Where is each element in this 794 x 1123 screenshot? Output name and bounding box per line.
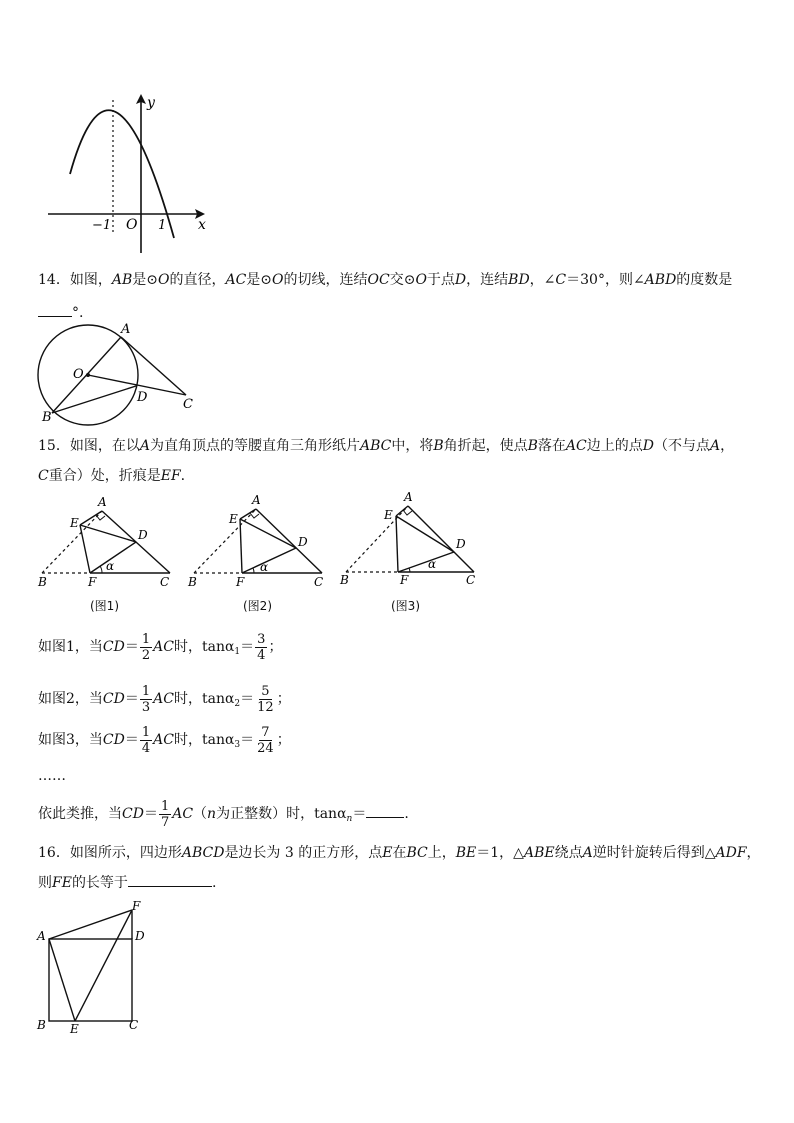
text: 重合）处，折痕是 — [48, 468, 161, 484]
text: ， — [746, 845, 761, 861]
text: AC — [565, 438, 587, 454]
text: °. — [72, 305, 84, 321]
fraction — [255, 684, 276, 715]
q16-label-B: B — [37, 1018, 46, 1032]
fig2-label-E: E — [229, 512, 238, 526]
text: 24 — [257, 740, 274, 756]
fig2-label-B: B — [188, 575, 197, 589]
text: BD — [508, 272, 530, 288]
text: 4 — [257, 647, 266, 663]
q14-label-A: A — [121, 322, 131, 337]
text: D — [454, 272, 467, 288]
q14-answer-line — [38, 302, 83, 323]
q15-figure-1 — [32, 494, 182, 590]
text: 为直角顶点的等腰直角三角形纸片 — [149, 438, 360, 454]
text: . — [180, 468, 186, 484]
text: CD — [122, 806, 144, 822]
fig3-label-F: F — [400, 573, 409, 587]
text: 上， — [427, 845, 456, 861]
text: OC — [367, 272, 390, 288]
text: ＝ — [124, 639, 139, 655]
q15-answer-blank[interactable] — [366, 803, 404, 818]
x-axis-label: x — [198, 217, 206, 233]
text: AB — [111, 272, 133, 288]
q16-text-line2 — [38, 872, 216, 893]
text: 的度数是 — [676, 272, 733, 288]
fig2-label-alpha: α — [260, 560, 269, 574]
text: 于点 — [426, 272, 455, 288]
text: 为正整数）时，tanα — [216, 806, 347, 822]
text: BC — [406, 845, 428, 861]
q16-text-line1 — [38, 843, 761, 863]
text: O — [272, 272, 284, 288]
text: 15．如图，在以 — [38, 438, 140, 454]
text: AC — [153, 732, 174, 748]
text: 如图3，当 — [38, 732, 103, 748]
text: A — [709, 438, 721, 454]
text: ，连结 — [466, 272, 509, 288]
text: ＝ — [124, 691, 139, 707]
text: 的长等于 — [71, 875, 128, 891]
text: 2 — [141, 647, 151, 663]
q14-answer-blank[interactable] — [38, 302, 72, 317]
text: 则 — [38, 875, 52, 891]
text: ； — [276, 691, 291, 707]
text: ＝1，△ — [476, 845, 524, 861]
q14-label-C: C — [183, 397, 193, 412]
fig2-label-C: C — [314, 575, 324, 589]
q16-label-D: D — [135, 929, 145, 943]
text: AC — [153, 639, 174, 655]
text: ＝ — [143, 806, 158, 822]
text: AC — [172, 806, 194, 822]
q15-case-1 — [38, 630, 282, 669]
text: O — [415, 272, 427, 288]
text: 是⊙ — [132, 272, 158, 288]
text: 依此类推，当 — [38, 806, 122, 822]
text: 3 — [234, 740, 241, 750]
text: 落在 — [537, 438, 566, 454]
fig2-label-A: A — [252, 493, 261, 507]
fig1-label-F: F — [88, 575, 97, 589]
text: 4 — [141, 740, 151, 756]
fig1-label-B: B — [38, 575, 47, 589]
text: E — [382, 845, 393, 861]
q15-general-case — [38, 796, 409, 837]
q15-case-2 — [38, 682, 291, 721]
fraction — [255, 632, 267, 663]
text: 如图1，当 — [38, 639, 103, 655]
text: 逆时针旋转后得到△ — [592, 845, 716, 861]
q14-circle-figure — [32, 322, 202, 424]
text: 是边长为 3 的正方形，点 — [224, 845, 383, 861]
text: 1 — [141, 683, 151, 699]
text: FE — [52, 875, 72, 891]
fraction — [140, 684, 152, 715]
text: ABCD — [181, 845, 225, 861]
text: ＝ — [124, 732, 139, 748]
q16-square-figure — [32, 898, 162, 1038]
fig3-label-C: C — [466, 573, 476, 587]
parabola-graph — [40, 90, 220, 250]
fig3-label-B: B — [340, 573, 349, 587]
q15-caption-1: (图1) — [90, 599, 119, 613]
text: 3 — [257, 631, 266, 647]
fig1-label-E: E — [70, 516, 79, 530]
fig2-label-F: F — [236, 575, 245, 589]
fraction — [140, 632, 152, 663]
text: B — [433, 438, 444, 454]
q14-number: 14． — [38, 272, 70, 288]
text: ABC — [359, 438, 392, 454]
q15-ellipsis: …… — [38, 768, 66, 784]
fig3-label-D: D — [456, 537, 466, 551]
fig2-label-D: D — [298, 535, 308, 549]
text: A — [582, 845, 593, 861]
text: 如图， — [69, 272, 112, 288]
text: CD — [102, 691, 125, 707]
text: 如图2，当 — [38, 691, 103, 707]
text: A — [139, 438, 150, 454]
text: 5 — [261, 683, 270, 699]
text: 的切线，连结 — [283, 272, 368, 288]
q16-label-C: C — [129, 1018, 139, 1032]
text: ABE — [523, 845, 555, 861]
fig3-label-E: E — [384, 508, 393, 522]
text: 16．如图所示，四边形 — [38, 845, 182, 861]
text: （ — [193, 806, 208, 822]
text: 交⊙ — [389, 272, 416, 288]
q15-figure-2 — [184, 492, 334, 590]
text: C — [555, 272, 567, 288]
q16-label-A: A — [37, 929, 46, 943]
text: 时，tanα — [173, 732, 235, 748]
q15-text-line2 — [38, 466, 185, 486]
fraction — [159, 799, 171, 830]
text: BE — [455, 845, 477, 861]
text: 1 — [141, 724, 151, 740]
fraction — [140, 725, 152, 756]
text: ADF — [715, 845, 747, 861]
text: EF — [160, 468, 181, 484]
text: 中，将 — [391, 438, 434, 454]
text: n — [207, 806, 217, 822]
text: . — [404, 806, 409, 822]
text: ＝30°，则∠ — [566, 272, 645, 288]
text: 时，tanα — [173, 691, 235, 707]
q14-label-D: D — [137, 390, 148, 405]
q15-caption-3: (图3) — [391, 599, 420, 613]
q15-text-line1 — [38, 436, 734, 456]
text: ， — [720, 438, 735, 454]
text: CD — [102, 732, 125, 748]
q14-label-B: B — [42, 410, 52, 425]
text: AC — [153, 691, 174, 707]
text: 1 — [234, 647, 241, 657]
fig1-label-A: A — [98, 495, 107, 509]
text: ABD — [644, 272, 677, 288]
text: 1 — [160, 798, 170, 814]
text: 在 — [392, 845, 407, 861]
text: ＝ — [240, 639, 255, 655]
tick-1-label: 1 — [158, 218, 167, 233]
text: （不与点 — [653, 438, 710, 454]
q14-text-line1 — [38, 270, 732, 290]
q14-label-O: O — [73, 367, 84, 382]
text: 1 — [141, 631, 151, 647]
q15-case-3 — [38, 723, 291, 762]
text: ＝ — [240, 691, 255, 707]
text: 是⊙ — [246, 272, 273, 288]
q16-answer-blank[interactable] — [128, 872, 212, 887]
text: AC — [225, 272, 247, 288]
text: D — [642, 438, 654, 454]
text: 的直径， — [169, 272, 226, 288]
origin-label: O — [126, 217, 138, 233]
fig1-label-D: D — [138, 528, 148, 542]
text: O — [157, 272, 170, 288]
text: 绕点 — [554, 845, 583, 861]
fig1-label-C: C — [160, 575, 170, 589]
fig3-label-alpha: α — [428, 557, 437, 571]
fig3-label-A: A — [404, 490, 413, 504]
text: 2 — [234, 699, 241, 709]
text: ； — [268, 639, 283, 655]
text: 3 — [141, 699, 151, 715]
text: n — [346, 814, 353, 824]
text: 角折起，使点 — [443, 438, 528, 454]
q16-label-F: F — [132, 899, 141, 913]
text: 时，tanα — [173, 639, 235, 655]
text: 边上的点 — [586, 438, 643, 454]
y-axis-label: y — [147, 95, 155, 111]
text: 7 — [160, 814, 170, 830]
text: ； — [276, 732, 291, 748]
text: C — [38, 468, 49, 484]
text: . — [211, 875, 217, 891]
text: 12 — [257, 699, 274, 715]
text: ＝ — [352, 806, 367, 822]
text: 7 — [261, 724, 270, 740]
tick-neg1-label: −1 — [92, 218, 112, 233]
text: ＝ — [240, 732, 255, 748]
fig1-label-alpha: α — [106, 559, 115, 573]
text: ，∠ — [529, 272, 556, 288]
q15-caption-2: (图2) — [243, 599, 272, 613]
text: B — [527, 438, 538, 454]
fraction — [255, 725, 276, 756]
q15-figure-3 — [336, 488, 486, 588]
text: CD — [102, 639, 125, 655]
q16-label-E: E — [70, 1022, 79, 1036]
